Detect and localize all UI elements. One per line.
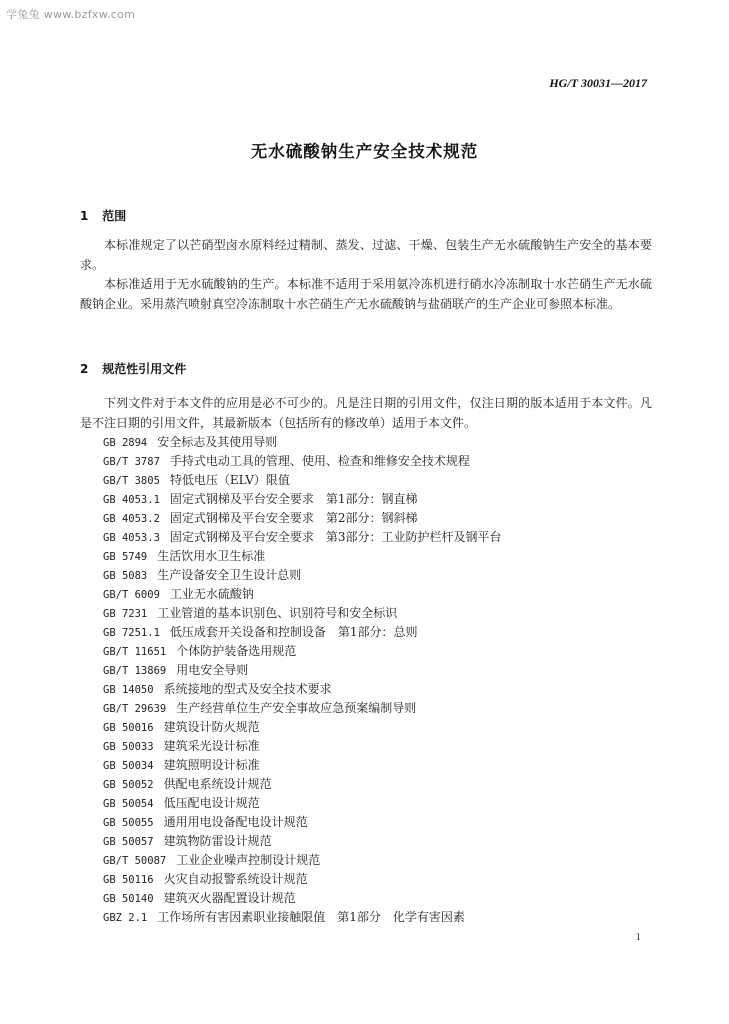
reference-item <box>103 718 502 737</box>
reference-title: 生产经营单位生产安全事故应急预案编制导则 <box>176 701 417 715</box>
reference-item <box>103 604 502 623</box>
section-1-number: 1 <box>80 209 89 223</box>
reference-item <box>103 870 502 889</box>
reference-item <box>103 699 502 718</box>
reference-code: GB 50054 <box>103 798 154 810</box>
reference-code: GB 50116 <box>103 874 154 886</box>
reference-code: GB/T 3787 <box>103 456 160 468</box>
reference-item <box>103 756 502 775</box>
reference-title: 低压配电设计规范 <box>163 796 260 810</box>
reference-item <box>103 528 502 547</box>
reference-list <box>103 433 502 927</box>
reference-item <box>103 471 502 490</box>
reference-title: 建筑物防雷设计规范 <box>163 834 272 848</box>
reference-code: GB/T 50087 <box>103 855 167 867</box>
reference-code: GB 50016 <box>103 722 154 734</box>
reference-code: GB 5749 <box>103 551 148 563</box>
reference-title: 通用用电设备配电设计规范 <box>163 815 308 829</box>
reference-code: GB/T 3805 <box>103 475 160 487</box>
reference-item <box>103 661 502 680</box>
reference-item <box>103 490 502 509</box>
reference-title: 建筑设计防火规范 <box>163 720 260 734</box>
reference-code: GB 7231 <box>103 608 148 620</box>
reference-code: GB 50033 <box>103 741 154 753</box>
reference-code: GB/T 6009 <box>103 589 160 601</box>
reference-title: 低压成套开关设备和控制设备 第1部分：总则 <box>169 625 418 639</box>
reference-item <box>103 433 502 452</box>
reference-title: 生产设备安全卫生设计总则 <box>157 568 302 582</box>
reference-code: GB 7251.1 <box>103 627 160 639</box>
reference-title: 建筑照明设计标准 <box>163 758 260 772</box>
reference-code: GB/T 11651 <box>103 646 167 658</box>
reference-item <box>103 775 502 794</box>
reference-item <box>103 851 502 870</box>
section-2-number: 2 <box>80 362 89 376</box>
section-1-paragraph: 本标准规定了以芒硝型卤水原料经过精制、蒸发、过滤、干燥、包装生产无水硫酸钠生产安全的基本要求。 <box>80 238 652 272</box>
document-title: 无水硫酸钠生产安全技术规范 <box>250 142 479 161</box>
page-number: 1 <box>635 931 641 943</box>
reference-item <box>103 813 502 832</box>
reference-item <box>103 642 502 661</box>
reference-title: 建筑采光设计标准 <box>163 739 260 753</box>
reference-item <box>103 509 502 528</box>
reference-item <box>103 547 502 566</box>
reference-title: 固定式钢梯及平台安全要求 第3部分：工业防护栏杆及钢平台 <box>169 530 502 544</box>
reference-title: 建筑灭火器配置设计规范 <box>163 891 296 905</box>
reference-code: GB/T 29639 <box>103 703 167 715</box>
reference-code: GB 50034 <box>103 760 154 772</box>
section-2-heading <box>80 360 186 377</box>
reference-item <box>103 889 502 908</box>
reference-item <box>103 585 502 604</box>
reference-title: 特低电压（ELV）限值 <box>169 473 290 487</box>
reference-code: GB 50057 <box>103 836 154 848</box>
watermark: 学兔兔 www.bzfxw.com <box>6 8 136 21</box>
reference-code: GB 14050 <box>103 684 154 696</box>
reference-code: GB 5083 <box>103 570 148 582</box>
reference-title: 安全标志及其使用导则 <box>157 435 278 449</box>
reference-code: GB 4053.3 <box>103 532 160 544</box>
reference-item <box>103 908 502 927</box>
section-1-heading <box>80 207 126 224</box>
reference-title: 个体防护装备选用规范 <box>176 644 297 658</box>
reference-title: 工业管道的基本识别色、识别符号和安全标识 <box>157 606 398 620</box>
reference-title: 系统接地的型式及安全技术要求 <box>163 682 332 696</box>
reference-item <box>103 452 502 471</box>
reference-code: GB 50052 <box>103 779 154 791</box>
reference-code: GB 2894 <box>103 437 148 449</box>
section-1-title: 范围 <box>102 209 127 223</box>
section-2-title: 规范性引用文件 <box>102 362 187 376</box>
reference-item <box>103 623 502 642</box>
standard-code: HG/T 30031—2017 <box>549 76 647 90</box>
reference-item <box>103 794 502 813</box>
reference-item <box>103 737 502 756</box>
section-2-intro: 下列文件对于本文件的应用是必不可少的。凡是注日期的引用文件，仅注日期的版本适用于本文件。凡是不注日期的引用文件，其最新版本（包括所有的修改单）适用于本文件。 <box>80 396 652 430</box>
reference-code: GBZ 2.1 <box>103 912 148 924</box>
reference-item <box>103 680 502 699</box>
reference-code: GB 50055 <box>103 817 154 829</box>
reference-code: GB 4053.2 <box>103 513 160 525</box>
reference-title: 手持式电动工具的管理、使用、检查和维修安全技术规程 <box>169 454 470 468</box>
reference-code: GB/T 13869 <box>103 665 167 677</box>
reference-title: 工作场所有害因素职业接触限值 第1部分 化学有害因素 <box>157 910 465 924</box>
reference-item <box>103 566 502 585</box>
reference-code: GB 4053.1 <box>103 494 160 506</box>
reference-title: 固定式钢梯及平台安全要求 第2部分：钢斜梯 <box>169 511 418 525</box>
reference-title: 工业无水硫酸钠 <box>169 587 254 601</box>
reference-title: 生活饮用水卫生标准 <box>157 549 266 563</box>
section-1-paragraph: 本标准适用于无水硫酸钠的生产。本标准不适用于采用氨冷冻机进行硝水冷冻制取十水芒硝生产无水硫酸钠企业。采用蒸汽喷射真空冷冻制取十水芒硝生产无水硫酸钠与盐硝联产的生产企业可参照本标准。 <box>80 277 652 311</box>
reference-title: 工业企业噪声控制设计规范 <box>176 853 321 867</box>
reference-title: 供配电系统设计规范 <box>163 777 272 791</box>
reference-code: GB 50140 <box>103 893 154 905</box>
reference-title: 火灾自动报警系统设计规范 <box>163 872 308 886</box>
reference-title: 固定式钢梯及平台安全要求 第1部分：钢直梯 <box>169 492 418 506</box>
reference-item <box>103 832 502 851</box>
reference-title: 用电安全导则 <box>176 663 249 677</box>
